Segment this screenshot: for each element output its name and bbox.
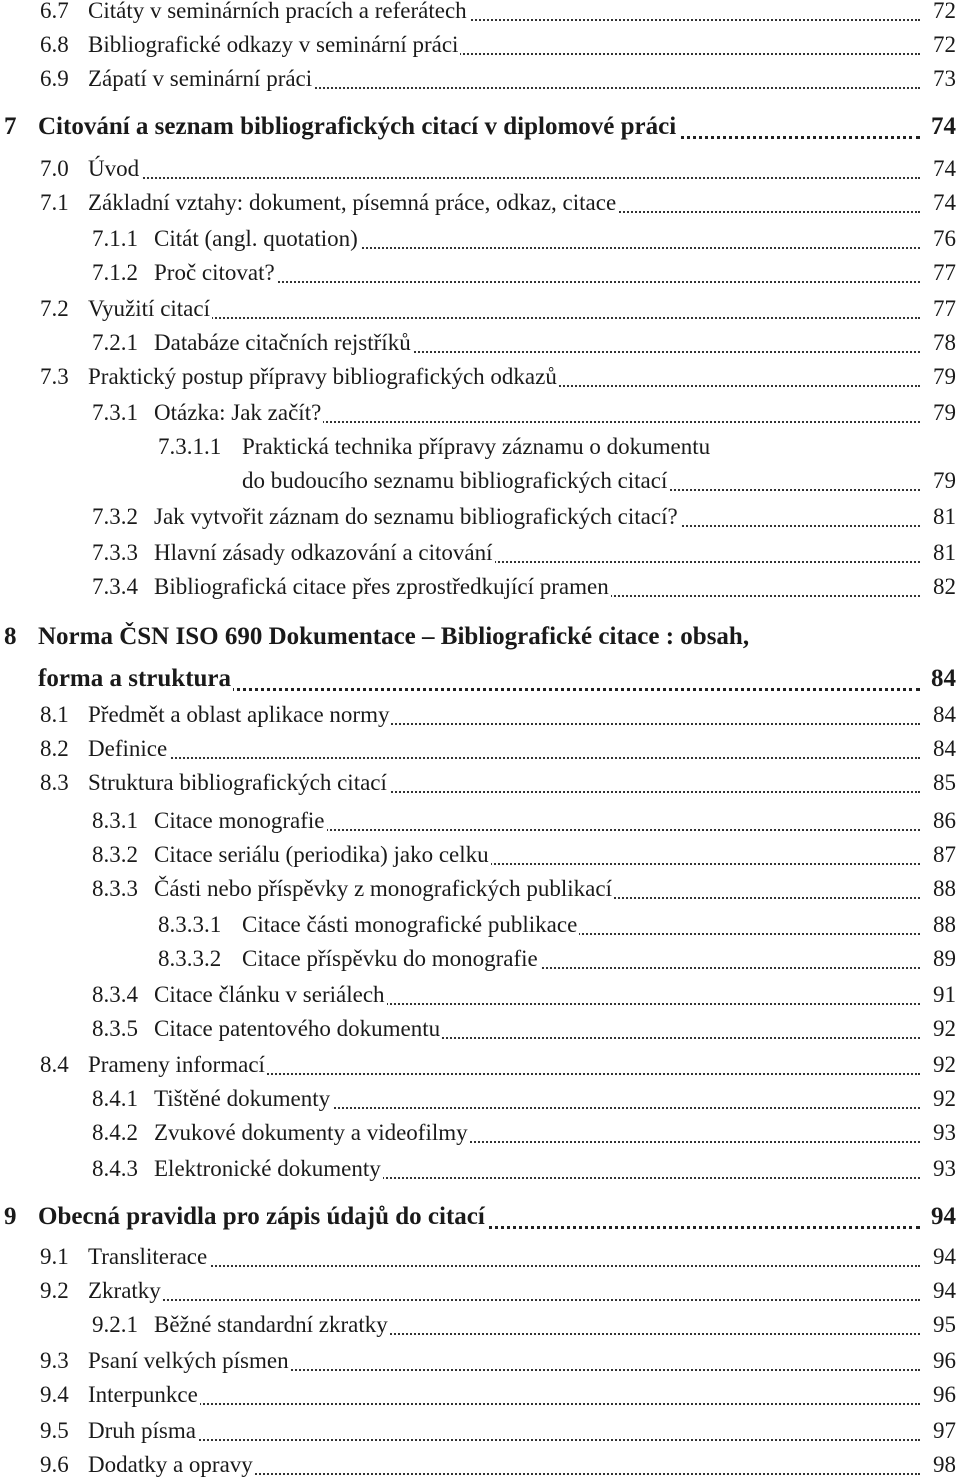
entry-title: Jak vytvořit záznam do seznamu bibliografických citací? [154, 500, 680, 534]
page-number: 79 [931, 360, 956, 394]
entry-number: 9.1 [40, 1244, 69, 1269]
entry-title: Základní vztahy: dokument, písemná práce, odkaz, citace [88, 186, 618, 220]
page-number: 98 [931, 1448, 956, 1482]
page-number: 91 [931, 978, 956, 1012]
entry-number: 9.4 [40, 1382, 69, 1407]
page-number: 84 [929, 660, 956, 698]
page-number: 72 [931, 28, 956, 62]
page-number: 77 [931, 292, 956, 326]
entry-number: 8.2 [40, 736, 69, 761]
dot-leader [88, 1369, 920, 1405]
dot-leader [88, 1231, 920, 1267]
entry-number: 8.3.3.2 [158, 946, 222, 971]
page-number: 88 [931, 908, 956, 942]
entry-number: 7.3.3 [92, 540, 138, 565]
entry-title: Zvukové dokumenty a videofilmy [154, 1116, 470, 1150]
entry-title: Citace části monografické publikace [242, 908, 579, 942]
entry-title: Otázka: Jak začít? [154, 396, 323, 430]
entry-title: Psaní velkých písmen [88, 1344, 291, 1378]
entry-title: Praktický postup přípravy bibliografických odkazů [88, 360, 559, 394]
entry-number: 9.3 [40, 1348, 69, 1373]
page-number: 94 [931, 1274, 956, 1308]
entry-title: Úvod [88, 152, 141, 186]
entry-title-line1: Praktická technika přípravy záznamu o dokumentu [242, 434, 711, 459]
page-number: 97 [931, 1414, 956, 1448]
entry-title: Druh písma [88, 1414, 198, 1448]
page-number: 84 [931, 698, 956, 732]
entry-title: Citování a seznam bibliografických citací v diplomové práci [38, 108, 678, 146]
chapter-entry [0, 108, 960, 146]
entry-number: 8.4.2 [92, 1120, 138, 1145]
entry-number: 7 [4, 113, 17, 140]
page-number: 78 [931, 326, 956, 360]
entry-title: Tištěné dokumenty [154, 1082, 332, 1116]
entry-title: Zkratky [88, 1274, 163, 1308]
entry-number: 8.3 [40, 770, 69, 795]
entry-title: Citát (angl. quotation) [154, 222, 360, 256]
entry-number: 8.1 [40, 702, 69, 727]
page-number: 95 [931, 1308, 956, 1342]
page-number: 87 [931, 838, 956, 872]
entry-title: Struktura bibliografických citací [88, 766, 389, 800]
entry-number: 6.7 [40, 0, 69, 23]
page-number: 92 [931, 1048, 956, 1082]
entry-number: 8.3.3 [92, 876, 138, 901]
entry-number: 7.3.2 [92, 504, 138, 529]
entry-number: 7.3.1.1 [158, 434, 222, 459]
page-number: 93 [931, 1152, 956, 1186]
entry-number: 7.2 [40, 296, 69, 321]
page-number: 73 [931, 62, 956, 96]
page-number: 81 [931, 536, 956, 570]
entry-number: 7.3.4 [92, 574, 138, 599]
entry-number: 9.5 [40, 1418, 69, 1443]
page-number: 81 [931, 500, 956, 534]
toc-entry [0, 1448, 960, 1482]
entry-number: 6.9 [40, 66, 69, 91]
entry-title: Citace monografie [154, 804, 327, 838]
entry-title: Bibliografické odkazy v seminární práci [88, 28, 460, 62]
entry-title: Běžné standardní zkratky [154, 1308, 390, 1342]
entry-number: 8.3.4 [92, 982, 138, 1007]
entry-number: 7.1 [40, 190, 69, 215]
entry-title: Obecná pravidla pro zápis údajů do citací [38, 1198, 487, 1236]
entry-title: Dodatky a opravy [88, 1448, 255, 1482]
page-number: 93 [931, 1116, 956, 1150]
page-number: 72 [931, 0, 956, 28]
entry-number: 9.2 [40, 1278, 69, 1303]
page-number: 74 [931, 152, 956, 186]
entry-number: 8.3.3.1 [158, 912, 222, 937]
page-number: 86 [931, 804, 956, 838]
entry-number: 7.3 [40, 364, 69, 389]
dot-leader [88, 1405, 920, 1441]
entry-title: Prameny informací [88, 1048, 267, 1082]
toc-entry [0, 1152, 960, 1186]
entry-title: Zápatí v seminární práci [88, 62, 314, 96]
entry-number: 9.6 [40, 1452, 69, 1477]
page-number: 79 [931, 464, 956, 498]
entry-number: 9.2.1 [92, 1312, 138, 1337]
entry-title: Databáze citačních rejstříků [154, 326, 413, 360]
page-number: 94 [929, 1198, 956, 1236]
entry-title: Využití citací [88, 292, 212, 326]
dot-leader [88, 143, 920, 179]
page-number: 82 [931, 570, 956, 604]
dot-leader [88, 1265, 920, 1301]
page-number: 92 [931, 1012, 956, 1046]
page-number: 96 [931, 1378, 956, 1412]
entry-title: forma a struktura [38, 660, 233, 698]
entry-number: 9 [4, 1203, 17, 1230]
entry-title: Citace příspěvku do monografie [242, 942, 540, 976]
entry-number: 7.1.1 [92, 226, 138, 251]
entry-title: Interpunkce [88, 1378, 200, 1412]
entry-title: Proč citovat? [154, 256, 277, 290]
toc-entry [0, 62, 960, 96]
entry-number: 8 [4, 623, 17, 650]
page-number: 96 [931, 1344, 956, 1378]
entry-title: Citace patentového dokumentu [154, 1012, 442, 1046]
page-number: 92 [931, 1082, 956, 1116]
toc-entry [0, 396, 960, 430]
page-number: 94 [931, 1240, 956, 1274]
page-number: 74 [929, 108, 956, 146]
entry-title: Části nebo příspěvky z monografických publikací [154, 872, 614, 906]
entry-title: Citáty v seminárních pracích a referátech [88, 0, 469, 28]
toc-entry [0, 570, 960, 604]
page-number: 85 [931, 766, 956, 800]
entry-number: 8.3.5 [92, 1016, 138, 1041]
dot-leader [88, 283, 920, 319]
page-number: 89 [931, 942, 956, 976]
entry-title: Hlavní zásady odkazování a citování [154, 536, 495, 570]
entry-number: 7.0 [40, 156, 69, 181]
entry-title: Definice [88, 732, 169, 766]
entry-number: 7.2.1 [92, 330, 138, 355]
page-number: 76 [931, 222, 956, 256]
entry-title: Citace seriálu (periodika) jako celku [154, 838, 491, 872]
entry-number: 6.8 [40, 32, 69, 57]
page-number: 88 [931, 872, 956, 906]
entry-number: 8.4.3 [92, 1156, 138, 1181]
entry-title-line1: Norma ČSN ISO 690 Dokumentace – Bibliografické citace : obsah, [38, 623, 750, 650]
entry-title: Citace článku v seriálech [154, 978, 387, 1012]
entry-title: Bibliografická citace přes zprostředkující pramen [154, 570, 611, 604]
entry-number: 7.3.1 [92, 400, 138, 425]
entry-number: 8.3.2 [92, 842, 138, 867]
entry-title: Transliterace [88, 1240, 209, 1274]
entry-title: Předmět a oblast aplikace normy [88, 698, 391, 732]
page-number: 84 [931, 732, 956, 766]
entry-number: 7.1.2 [92, 260, 138, 285]
page-number: 74 [931, 186, 956, 220]
entry-number: 8.4 [40, 1052, 69, 1077]
entry-number: 8.4.1 [92, 1086, 138, 1111]
page-number: 77 [931, 256, 956, 290]
entry-title: do budoucího seznamu bibliografických citací [242, 464, 669, 498]
entry-title: Elektronické dokumenty [154, 1152, 383, 1186]
page-number: 79 [931, 396, 956, 430]
dot-leader [88, 723, 920, 759]
entry-number: 8.3.1 [92, 808, 138, 833]
